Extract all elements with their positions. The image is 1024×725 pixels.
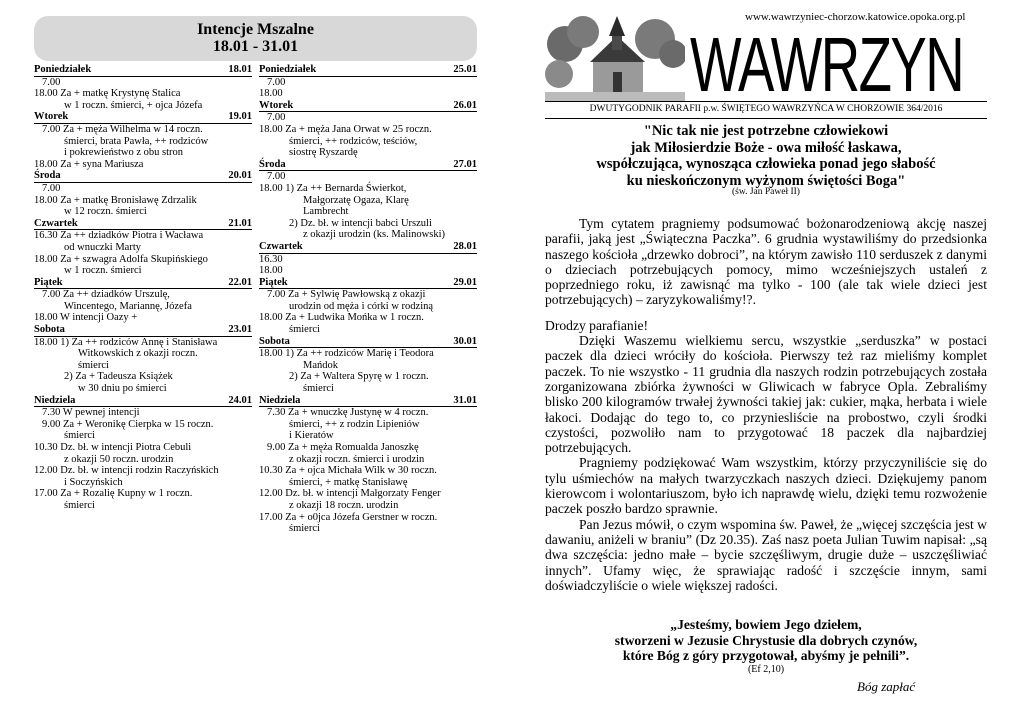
intention-entry: w 1 roczn. śmierci, + ojca Józefa bbox=[64, 99, 203, 111]
day-date: 29.01 bbox=[453, 276, 477, 288]
intention-entry: 2) Dz. bł. w intencji babci Urszuli bbox=[289, 217, 432, 229]
intention-entry: Lambrecht bbox=[303, 206, 349, 218]
intention-entry: 18.00 Za + męża Jana Orwat w 25 roczn. bbox=[259, 123, 432, 135]
intention-entry: 12.00 Dz. bł. w intencji rodzin Raczyńskich bbox=[34, 465, 219, 477]
intentions-title-box bbox=[34, 16, 477, 61]
day-name: Wtorek bbox=[259, 99, 294, 111]
intention-entry: śmierci bbox=[64, 430, 95, 442]
quote-line: współczująca, wynosząca człowieka ponad jego słabość bbox=[596, 156, 936, 172]
intention-entry: Małgorzatę Ogaza, Klarę bbox=[303, 194, 409, 206]
intention-entry: Witkowskich z okazji roczn. bbox=[78, 348, 198, 360]
intention-entry: i Soczyńskich bbox=[64, 476, 123, 488]
masthead-title: WAWRZYN bbox=[690, 21, 964, 108]
day-date: 18.01 bbox=[228, 64, 252, 75]
intention-entry: 18.00 1) Za ++ rodziców Marię i Teodora bbox=[259, 348, 434, 360]
day-header bbox=[34, 277, 252, 290]
intention-entry: siostrę Ryszardę bbox=[289, 147, 358, 159]
masthead-rule-bottom bbox=[545, 118, 987, 119]
intention-entry: 18.00 1) Za ++ Bernarda Świerkot, bbox=[259, 182, 407, 194]
day-date: 21.01 bbox=[228, 217, 252, 229]
parish-url: www.wawrzyniec-chorzow.katowice.opoka.org.pl bbox=[745, 11, 966, 23]
intention-entry: 16.30 Za ++ dziadków Piotra i Wacława bbox=[34, 230, 204, 242]
paragraph-4: Pan Jezus mówił, o czym wspomina św. Paweł, że „więcej szczęścia jest w dawaniu, aniżeli w braniu” (Dz 20.35). Zaś nasz poeta Julian Tuwim napisał: „są dwa szczęścia: jedno małe – bycie szczęśliwym, drugie duże – uszczęśliwiać innych”. Ufamy więc, że sprawiając radość i szczęście innym, sami doświadczyliście o wiele większej radości. bbox=[545, 516, 987, 593]
intention-entry: od wnuczki Marty bbox=[64, 241, 141, 253]
intention-entry: 12.00 Dz. bł. w intencji Małgorzaty Fenger bbox=[259, 488, 441, 500]
quote-line: "Nic tak nie jest potrzebne człowiekowi bbox=[643, 123, 889, 139]
paragraph-2: Dzięki Waszemu wielkiemu sercu, wszystkie „serduszka” w postaci paczek dla dzieci wróciły do kościoła. Pierwszy też raz mieliśmy komplet paczek. To nie wszystko - 11 grudnia dla naszych rodzin potrzebujących została zorganizowana zbiórka żywności w Gliwicach w fabryce Opla. Zebraliśmy blisko 200 kilogramów trwałej żywności takiej jak: cukier, mąka, herbata i wiele łakoci. Dodając do tego to, co przyniesliście na probostwo, czyli środki czystości, pozwoliło nam to przygotować 18 paczek dla najbardziej potrzebujących. bbox=[545, 333, 987, 456]
day-header bbox=[34, 218, 252, 231]
intention-entry: w 1 roczn. śmierci bbox=[64, 265, 142, 277]
day-date: 22.01 bbox=[228, 276, 252, 288]
intention-entry: 18.00 bbox=[259, 88, 283, 100]
intention-entry: 18.00 1) Za ++ rodziców Annę i Stanisława bbox=[34, 336, 218, 348]
day-header bbox=[259, 64, 477, 77]
day-header bbox=[259, 100, 477, 113]
day-header bbox=[259, 395, 477, 408]
day-header bbox=[259, 241, 477, 254]
day-header bbox=[34, 170, 252, 183]
intention-entry: 18.00 Za + szwagra Adolfa Skupińskiego bbox=[34, 253, 208, 265]
intention-entry: 17.00 Za + Rozalię Kupny w 1 roczn. bbox=[34, 488, 193, 500]
closing-verse bbox=[545, 617, 987, 664]
intention-entry: z okazji urodzin (ks. Malinowski) bbox=[303, 229, 446, 241]
intention-entry: śmierci bbox=[289, 523, 320, 535]
intention-entry: z okazji 18 roczn. urodzin bbox=[289, 499, 399, 511]
intentions-date-range: 18.01 - 31.01 bbox=[212, 38, 299, 55]
day-name: Środa bbox=[259, 158, 286, 170]
day-name: Czwartek bbox=[259, 240, 303, 252]
church-image bbox=[545, 14, 685, 102]
intentions-title: Intencje Mszalne bbox=[197, 21, 314, 38]
intention-entry: śmierci, ++ rodziców, teściów, bbox=[289, 135, 418, 147]
intention-entry: 9.00 Za + Weronikę Cierpka w 15 roczn. bbox=[42, 418, 214, 430]
issue-line: DWUTYGODNIK PARAFII p.w. ŚWIĘTEGO WAWRZYŃCA W CHORZOWIE 364/2016 bbox=[589, 104, 943, 114]
lead-quote bbox=[545, 123, 987, 189]
day-name: Sobota bbox=[34, 324, 65, 336]
verse-line: stworzeni w Jezusie Chrystusie dla dobrych czynów, bbox=[614, 632, 918, 648]
intention-entry: 7.00 Za + Sylwię Pawłowską z okazji bbox=[267, 289, 426, 301]
day-date: 27.01 bbox=[453, 158, 477, 170]
day-name: Czwartek bbox=[34, 217, 78, 229]
day-name: Poniedziałek bbox=[259, 64, 317, 75]
intention-entry: Wincentego, Mariannę, Józefa bbox=[64, 300, 192, 312]
intention-entry: 18.00 bbox=[259, 265, 283, 277]
intentions-column-2 bbox=[259, 64, 477, 535]
intention-entry: 18.00 W intencji Oazy + bbox=[34, 312, 138, 324]
intention-entry: śmierci, ++ z rodzin Lipieniów bbox=[289, 418, 420, 430]
day-date: 20.01 bbox=[228, 170, 252, 182]
masthead-rule-top bbox=[545, 101, 987, 102]
intention-entry: 7.00 bbox=[42, 76, 61, 88]
intention-entry: 10.30 Dz. bł. w intencji Piotra Cebuli bbox=[34, 442, 192, 453]
intention-entry: 7.00 bbox=[267, 171, 286, 183]
intention-entry: w 12 roczn. śmierci bbox=[64, 206, 147, 218]
intention-entry: śmierci bbox=[289, 324, 320, 336]
day-header bbox=[34, 395, 252, 408]
day-date: 19.01 bbox=[228, 111, 252, 123]
intention-entry: śmierci bbox=[64, 499, 95, 511]
intention-entry: 7.00 bbox=[267, 112, 286, 124]
quote-line: jak Miłosierdzie Boże - owa miłość łaskawa, bbox=[630, 139, 902, 156]
intention-entry: Mańdok bbox=[303, 359, 338, 371]
day-date: 25.01 bbox=[453, 64, 477, 75]
day-name: Środa bbox=[34, 170, 61, 182]
quote-line: ku nieskończonym wyżynom świętości Boga" bbox=[626, 172, 906, 189]
day-date: 30.01 bbox=[453, 335, 477, 347]
intention-entry: z okazji roczn. śmierci i urodzin bbox=[289, 453, 425, 465]
day-date: 28.01 bbox=[453, 240, 477, 252]
intention-entry: urodzin od męża i córki w rodziną bbox=[289, 300, 434, 312]
day-header bbox=[259, 336, 477, 349]
day-name: Niedziela bbox=[259, 394, 301, 406]
intention-entry: i pokrewieństwo z obu stron bbox=[64, 147, 183, 159]
day-name: Sobota bbox=[259, 335, 290, 347]
day-name: Niedziela bbox=[34, 394, 76, 406]
intention-entry: w 30 dniu po śmierci bbox=[78, 383, 167, 395]
day-date: 23.01 bbox=[228, 324, 252, 336]
quote-author: (św. Jan Paweł II) bbox=[732, 187, 800, 197]
intention-entry: śmierci, + matkę Stanisławę bbox=[289, 476, 408, 488]
intention-entry: śmierci, brata Pawła, ++ rodziców bbox=[64, 135, 209, 147]
intention-entry: z okazji 50 roczn. urodzin bbox=[64, 453, 174, 465]
day-name: Wtorek bbox=[34, 111, 69, 123]
article-body bbox=[545, 216, 987, 593]
day-name: Piątek bbox=[259, 276, 288, 288]
greeting: Drodzy parafianie! bbox=[545, 317, 649, 333]
intention-entry: 16.30 bbox=[259, 253, 283, 265]
intention-entry: 7.00 Za ++ dziadków Urszulę, bbox=[42, 289, 170, 301]
verse-reference: (Ef 2,10) bbox=[747, 664, 785, 675]
intention-entry: i Kieratów bbox=[289, 430, 334, 442]
intention-entry: 10.30 Za + ojca Michała Wilk w 30 roczn. bbox=[259, 465, 437, 477]
intention-entry: 17.00 Za + o0jca Józefa Gerstner w roczn. bbox=[259, 511, 438, 523]
intention-entry: 7.30 W pewnej intencji bbox=[42, 407, 140, 419]
intention-entry: śmierci bbox=[303, 383, 334, 395]
day-date: 26.01 bbox=[453, 99, 477, 111]
closing-thanks: Bóg zapłać bbox=[857, 679, 916, 694]
intentions-column-1 bbox=[34, 64, 252, 512]
intention-entry: 18.00 Za + syna Mariusza bbox=[34, 158, 144, 170]
intention-entry: 2) Za + Waltera Spyrę w 1 roczn. bbox=[289, 371, 429, 383]
paragraph-1: Tym cytatem pragniemy podsumować bożonarodzeniową akcję naszej parafii, jaką jest „Świąteczna Paczka”. 6 grudnia wystawiliśmy do przedsionka naszego kościoła „drzewko dobroci”, na którym zawisło 110 serduszek z danymi o dzieciach potrzebujących pomocy, mimo wcześniejszych ustaleń z poprzedniego roku, iż zawisnąć ma tylko - 100 (ale tak wiele dzieci jest potrzebujących) – zaryzykowaliśmy!?. bbox=[545, 216, 987, 308]
intention-entry: 7.30 Za + wnuczkę Justynę w 4 roczn. bbox=[267, 407, 429, 419]
verse-line: które Bóg z góry przygotował, abyśmy je pełnili”. bbox=[622, 648, 910, 664]
intention-entry: 18.00 Za + matkę Bronisławę Zdrzalik bbox=[34, 194, 197, 206]
day-header bbox=[34, 64, 252, 77]
intention-entry: 7.00 bbox=[267, 76, 286, 88]
day-date: 31.01 bbox=[453, 394, 477, 406]
day-date: 24.01 bbox=[228, 394, 252, 406]
day-header bbox=[34, 111, 252, 124]
paragraph-3: Pragniemy podziękować Wam wszystkim, którzy przyczyniliście się do tylu uśmiechów na małych twarzyczkach naszych dzieci. Dziękujemy panom kierowcom i wolontariuszom, było ich naprawdę wielu, dzięki temu rozwożenie paczek poszło bardzo sprawnie. bbox=[545, 455, 987, 517]
intention-entry: 7.00 bbox=[42, 182, 61, 194]
intention-entry: 9.00 Za + męża Romualda Janoszkę bbox=[267, 442, 419, 453]
intention-entry: 18.00 Za + Ludwika Mońka w 1 roczn. bbox=[259, 312, 424, 324]
day-name: Piątek bbox=[34, 276, 63, 288]
day-name: Poniedziałek bbox=[34, 64, 92, 75]
day-header bbox=[34, 324, 252, 337]
intention-entry: 18.00 Za + matkę Krystynę Stalica bbox=[34, 88, 181, 100]
day-header bbox=[259, 277, 477, 290]
intention-entry: śmierci bbox=[78, 359, 109, 371]
verse-line: „Jesteśmy, bowiem Jego dziełem, bbox=[670, 617, 862, 632]
intention-entry: 2) Za + Tadeusza Książek bbox=[64, 371, 173, 383]
intention-entry: 7.00 Za + męża Wilhelma w 14 roczn. bbox=[42, 123, 203, 135]
day-header bbox=[259, 159, 477, 172]
